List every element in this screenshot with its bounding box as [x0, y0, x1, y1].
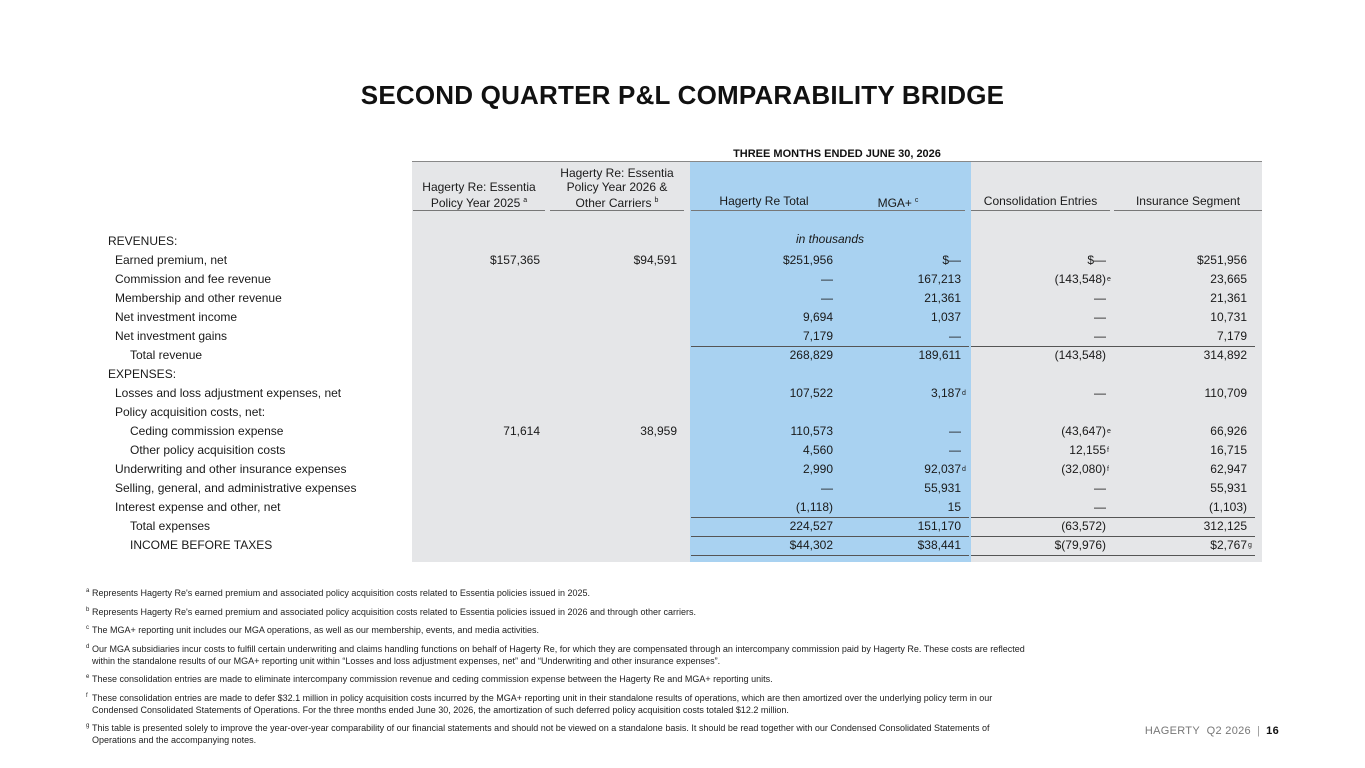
- table-cell: [1055, 346, 1106, 365]
- footnote: [86, 722, 1026, 746]
- table-cell: [1210, 441, 1247, 460]
- unit-label: in thousands: [795, 232, 865, 246]
- table-cell: [1210, 479, 1247, 498]
- footer-quarter: Q2 2026: [1206, 725, 1251, 737]
- table-cell: [1210, 536, 1252, 555]
- page-number: 16: [1266, 725, 1279, 737]
- cell-value: 314,892: [1203, 348, 1247, 362]
- row-label: Net investment income: [115, 310, 238, 324]
- cell-value: 38,959: [640, 424, 677, 438]
- table-cell: [949, 422, 961, 441]
- footnote-text: These consolidation entries are made to eliminate intercompany commission revenue and ceding commission expense between the Hagerty Re and MGA+ reporting units.: [92, 674, 773, 684]
- footnote-mark: g: [86, 723, 90, 729]
- table-row: [0, 308, 1365, 327]
- row-label: Total expenses: [130, 519, 211, 533]
- table-cell: [1094, 327, 1106, 346]
- cell-value: —: [949, 329, 961, 343]
- cell-value: $157,365: [489, 253, 540, 267]
- cell-value: —: [949, 443, 961, 457]
- cell-value: $251,956: [1196, 253, 1247, 267]
- table-cell: [1204, 517, 1247, 536]
- footnote: [86, 643, 1026, 667]
- total-rule: [1114, 536, 1255, 537]
- column-header: [973, 194, 1108, 208]
- footnote-text: Our MGA subsidiaries incur costs to fulfill certain underwriting and claims handling functions on behalf of Hagerty Re, for which they are compensated through an intercompany commission paid by Hagerty Re. These costs are reflected within the standalone results of our MGA+ reporting unit within “Losses and loss adjustment expenses, net” and “Underwriting and other insurance expenses”.: [92, 643, 1025, 666]
- footnote-marker: b: [654, 197, 659, 204]
- cell-value: —: [821, 481, 833, 495]
- cell-value: $38,441: [917, 538, 961, 552]
- cell-value: 110,709: [1204, 386, 1247, 400]
- column-header: [833, 194, 963, 210]
- row-label: Total revenue: [130, 348, 203, 362]
- table-cell: [803, 327, 833, 346]
- table-cell: [803, 460, 833, 479]
- row-label: INCOME BEFORE TAXES: [130, 538, 273, 552]
- footnote-mark: f: [86, 692, 88, 699]
- cell-value: 224,527: [789, 519, 833, 533]
- table-cell: [796, 498, 833, 517]
- cell-value: $(79,976): [1054, 538, 1106, 552]
- total-rule: [691, 346, 841, 347]
- table-row: [0, 498, 1365, 517]
- row-label: Losses and loss adjustment expenses, net: [115, 386, 342, 400]
- total-rule: [691, 555, 841, 556]
- cell-value: 10,731: [1210, 310, 1247, 324]
- column-header-rule: [971, 210, 1110, 211]
- footnote-mark: a: [86, 588, 90, 594]
- table-cell: [1094, 479, 1106, 498]
- table-cell: [1204, 346, 1247, 365]
- footnote-marker: f: [1107, 466, 1109, 473]
- table-row: [0, 517, 1365, 536]
- cell-value: 7,179: [1216, 329, 1247, 343]
- table-cell: [918, 517, 961, 536]
- cell-value: —: [1094, 291, 1106, 305]
- table-cell: [924, 479, 961, 498]
- footnote: [86, 692, 1026, 716]
- footnote-marker: d: [962, 390, 966, 397]
- total-rule: [971, 555, 1114, 556]
- total-rule: [691, 536, 841, 537]
- table-cell: [1061, 422, 1111, 441]
- table-row: [0, 460, 1365, 479]
- page-footer: HAGERTY Q2 2026 | 16: [1144, 725, 1279, 737]
- table-cell: [791, 422, 834, 441]
- total-rule: [1114, 555, 1255, 556]
- table-cell: [1094, 289, 1106, 308]
- table-cell: [790, 346, 833, 365]
- table-cell: [948, 498, 961, 517]
- column-header: [1116, 194, 1260, 208]
- row-label: Policy acquisition costs, net:: [115, 405, 266, 419]
- cell-value: —: [821, 291, 833, 305]
- table-cell: [930, 384, 966, 403]
- table-cell: [1210, 460, 1247, 479]
- table-cell: [1210, 270, 1247, 289]
- footnote: [86, 606, 1026, 618]
- cell-value: —: [821, 272, 833, 286]
- column-header-label: Hagerty Re: Essentia Policy Year 2025: [422, 180, 536, 210]
- table-cell: [790, 384, 833, 403]
- cell-value: 55,931: [924, 481, 961, 495]
- cell-value: 1,037: [930, 310, 961, 324]
- cell-value: 12,155: [1069, 443, 1106, 457]
- table-cell: [918, 270, 961, 289]
- table-cell: [490, 251, 540, 270]
- cell-value: (1,118): [795, 500, 833, 514]
- table-cell: [1054, 270, 1111, 289]
- footnote-mark: d: [86, 643, 90, 650]
- footer-brand: HAGERTY: [1144, 725, 1200, 737]
- table-row: [0, 441, 1365, 460]
- footnote-marker: a: [523, 197, 528, 204]
- cell-value: $44,302: [789, 538, 833, 552]
- cell-value: —: [1094, 386, 1106, 400]
- total-rule: [691, 517, 841, 518]
- cell-value: 55,931: [1210, 481, 1247, 495]
- cell-value: 23,665: [1210, 272, 1247, 286]
- table-cell: [1094, 498, 1106, 517]
- table-cell: [803, 441, 833, 460]
- cell-value: 21,361: [924, 291, 961, 305]
- table-cell: [1197, 251, 1247, 270]
- table-cell: [821, 479, 833, 498]
- footnotes: [86, 587, 1026, 753]
- table-row: [0, 232, 1365, 251]
- footnote-text: The MGA+ reporting unit includes our MGA operations, as well as our membership, events, and media activities.: [92, 625, 539, 635]
- cell-value: (63,572): [1061, 519, 1106, 533]
- row-label: Interest expense and other, net: [115, 500, 281, 514]
- cell-value: 92,037: [924, 462, 961, 476]
- table-cell: [1094, 384, 1106, 403]
- cell-value: —: [949, 424, 961, 438]
- table-cell: [949, 327, 961, 346]
- cell-value: —: [1094, 500, 1106, 514]
- table-cell: [942, 251, 961, 270]
- table-cell: [1217, 327, 1247, 346]
- row-label: Membership and other revenue: [115, 291, 282, 305]
- column-header-label: Hagerty Re Total: [719, 194, 809, 208]
- footnote-mark: c: [86, 625, 89, 631]
- cell-value: (43,647): [1061, 424, 1106, 438]
- column-header-rule: [550, 210, 684, 211]
- cell-value: 312,125: [1203, 519, 1247, 533]
- table-cell: [790, 536, 833, 555]
- cell-value: —: [1094, 481, 1106, 495]
- table-cell: [1087, 251, 1106, 270]
- period-rule: [412, 161, 1262, 162]
- cell-value: (32,080): [1061, 462, 1106, 476]
- table-cell: [931, 308, 961, 327]
- column-header: [693, 194, 835, 208]
- cell-value: 2,990: [802, 462, 833, 476]
- table-cell: [821, 270, 833, 289]
- table-cell: [924, 289, 961, 308]
- table-row: [0, 384, 1365, 403]
- column-header-label: MGA+: [877, 196, 912, 210]
- cell-value: 16,715: [1210, 443, 1247, 457]
- row-label: Net investment gains: [115, 329, 228, 343]
- cell-value: 268,829: [789, 348, 833, 362]
- column-header-rule: [1114, 210, 1262, 211]
- column-header-label: Insurance Segment: [1135, 194, 1241, 208]
- footnote-marker: d: [962, 466, 966, 473]
- table-row: [0, 270, 1365, 289]
- footnote-text: These consolidation entries are made to defer $32.1 million in policy acquisition costs incurred by the MGA+ reporting unit in their standalone results of operations, which are then amortized over the underlying policy term in our Condensed Consolidated Statements of Operations. For the three months ended June 30, 2026, the amortization of such deferred policy acquisition costs totaled $12.2 million.: [92, 692, 993, 715]
- table-row: [0, 422, 1365, 441]
- table-row: [0, 536, 1365, 555]
- footnote: [86, 624, 1026, 636]
- table-cell: [918, 536, 961, 555]
- row-label: Underwriting and other insurance expenses: [115, 462, 347, 476]
- table-cell: [919, 346, 962, 365]
- table-cell: [1069, 441, 1109, 460]
- column-header-rule: [831, 210, 965, 211]
- table-cell: [1055, 536, 1106, 555]
- cell-value: 3,187: [930, 386, 961, 400]
- cell-value: (1,103): [1208, 500, 1247, 514]
- footnote-mark: b: [86, 606, 90, 613]
- total-rule: [1114, 517, 1255, 518]
- table-row: [0, 346, 1365, 365]
- total-rule: [971, 346, 1114, 347]
- table-cell: [634, 251, 677, 270]
- row-label: EXPENSES:: [108, 367, 177, 381]
- row-label: Selling, general, and administrative expenses: [115, 481, 357, 495]
- table-row: [0, 327, 1365, 346]
- footnote: [86, 587, 1026, 599]
- column-header-rule: [691, 210, 837, 211]
- table-cell: [1209, 498, 1247, 517]
- row-label: Earned premium, net: [115, 253, 228, 267]
- cell-value: —: [1094, 329, 1106, 343]
- table-cell: [1061, 517, 1106, 536]
- total-rule: [1114, 346, 1255, 347]
- row-label: Commission and fee revenue: [115, 272, 272, 286]
- footnote-text: Represents Hagerty Re's earned premium and associated policy acquisition costs related to Essentia policies issued in 2026 and through other carriers.: [92, 606, 697, 617]
- period-header: THREE MONTHS ENDED JUNE 30, 2026: [733, 148, 941, 160]
- table-cell: [1094, 308, 1106, 327]
- row-label: Other policy acquisition costs: [130, 443, 286, 457]
- cell-value: 9,694: [802, 310, 833, 324]
- cell-value: (143,548): [1054, 348, 1106, 362]
- table-cell: [1210, 289, 1247, 308]
- total-rule: [971, 517, 1114, 518]
- footnote-text: This table is presented solely to improve the year-over-year comparability of our financial statements and should not be viewed on a standalone basis. It should be read together with our Condensed Consolidated Statements of Operations and the accompanying notes.: [92, 723, 990, 745]
- cell-value: 4,560: [802, 443, 833, 457]
- cell-value: 15: [947, 500, 961, 514]
- total-rule: [831, 517, 969, 518]
- footnote-marker: e: [1107, 428, 1111, 435]
- table-cell: [803, 308, 833, 327]
- cell-value: 21,361: [1210, 291, 1247, 305]
- total-rule: [971, 536, 1114, 537]
- page-title: SECOND QUARTER P&L COMPARABILITY BRIDGE: [360, 80, 1005, 110]
- table-cell: [1205, 384, 1248, 403]
- table-cell: [949, 441, 961, 460]
- cell-value: 7,179: [802, 329, 833, 343]
- cell-value: 71,614: [503, 424, 540, 438]
- row-label: REVENUES:: [108, 234, 178, 248]
- table-row: [0, 479, 1365, 498]
- footnote-text: Represents Hagerty Re's earned premium and associated policy acquisition costs related to Essentia policies issued in 2025.: [92, 588, 590, 598]
- cell-value: 167,213: [917, 272, 961, 286]
- cell-value: —: [1094, 310, 1106, 324]
- cell-value: 110,573: [790, 424, 833, 438]
- cell-value: 66,926: [1210, 424, 1247, 438]
- footnote-marker: f: [1107, 447, 1109, 454]
- column-header-label: Hagerty Re: Essentia Policy Year 2026 & Other Carriers: [560, 166, 674, 210]
- table-cell: [783, 251, 833, 270]
- cell-value: 189,611: [918, 348, 961, 362]
- cell-value: 62,947: [1210, 462, 1247, 476]
- footnote-marker: g: [1248, 542, 1252, 549]
- table-cell: [503, 422, 540, 441]
- total-rule: [831, 536, 969, 537]
- table-row: [0, 365, 1365, 384]
- table-cell: [821, 289, 833, 308]
- total-rule: [831, 555, 969, 556]
- table-cell: [1061, 460, 1109, 479]
- table-cell: [640, 422, 677, 441]
- table-row: [0, 251, 1365, 270]
- table-cell: [1210, 422, 1247, 441]
- table-cell: [1210, 308, 1247, 327]
- table-cell: [924, 460, 966, 479]
- footnote: [86, 673, 1026, 685]
- footnote-marker: e: [1107, 276, 1111, 283]
- footnote-marker: c: [914, 197, 919, 204]
- table-row: [0, 289, 1365, 308]
- cell-value: $—: [1087, 253, 1106, 267]
- cell-value: 151,170: [917, 519, 961, 533]
- cell-value: $251,956: [782, 253, 833, 267]
- cell-value: (143,548): [1054, 272, 1106, 286]
- footnote-mark: e: [86, 674, 90, 680]
- table-row: [0, 403, 1365, 422]
- table-cell: [790, 517, 833, 536]
- cell-value: $2,767: [1210, 538, 1247, 552]
- cell-value: $—: [942, 253, 961, 267]
- row-label: Ceding commission expense: [130, 424, 284, 438]
- column-header-rule: [413, 210, 545, 211]
- column-header: [415, 180, 543, 210]
- column-header: [552, 166, 682, 210]
- column-header-label: Consolidation Entries: [983, 194, 1098, 208]
- cell-value: $94,591: [633, 253, 677, 267]
- total-rule: [831, 346, 969, 347]
- cell-value: 107,522: [789, 386, 833, 400]
